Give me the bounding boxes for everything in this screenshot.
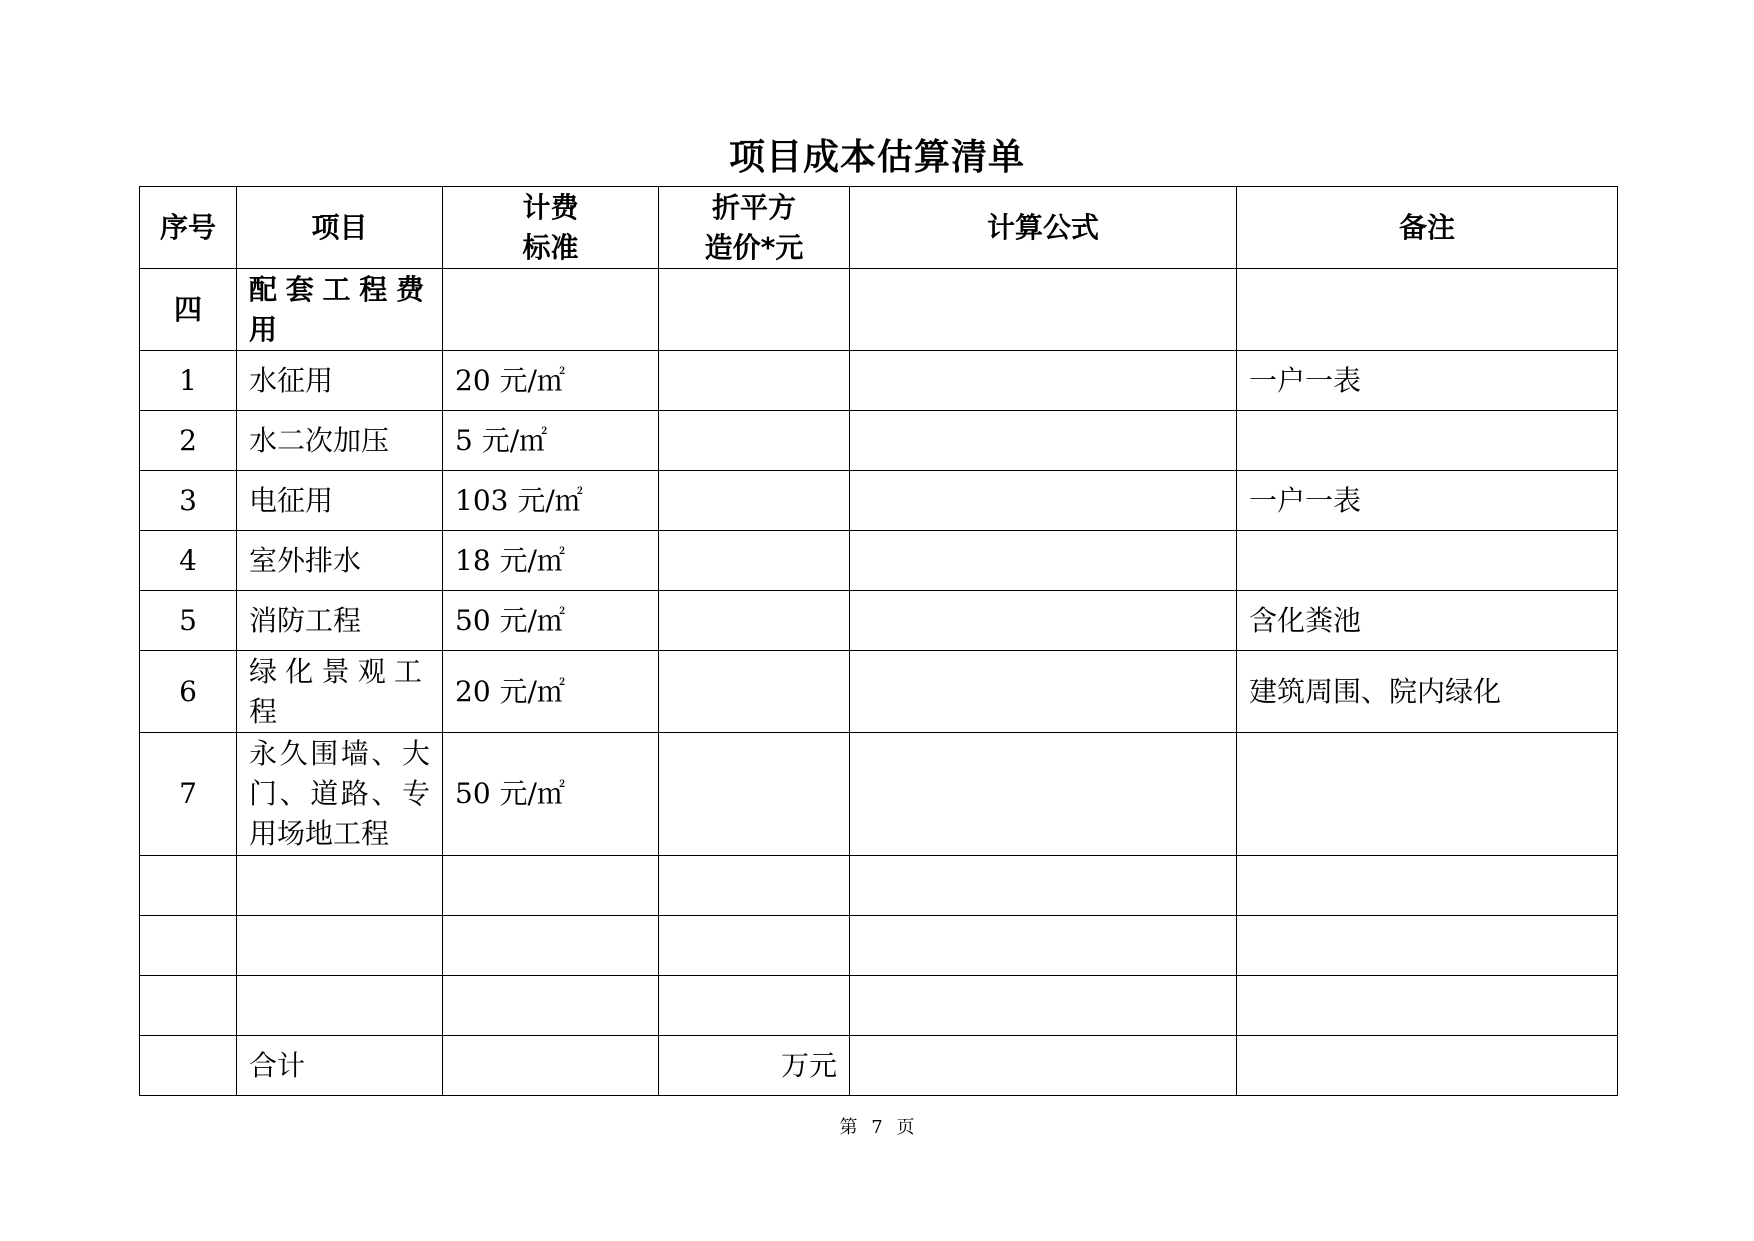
empty-cell	[140, 916, 237, 976]
table-row	[140, 651, 1618, 733]
empty-cell	[140, 976, 237, 1036]
row-standard: 18 元/㎡	[443, 531, 659, 591]
row-remark: 一户一表	[1237, 351, 1618, 411]
empty-row	[140, 856, 1618, 916]
row-standard: 103 元/㎡	[443, 471, 659, 531]
empty-cell	[237, 976, 443, 1036]
page-footer	[0, 1116, 1754, 1140]
table-row	[140, 411, 1618, 471]
table-header-row	[140, 187, 1618, 269]
total-remark-cell	[1237, 1036, 1618, 1096]
row-item: 室外排水	[237, 531, 443, 591]
row-no: 5	[140, 591, 237, 651]
total-standard-cell	[443, 1036, 659, 1096]
total-label: 合计	[237, 1036, 443, 1096]
row-formula	[850, 733, 1237, 856]
row-no: 6	[140, 651, 237, 733]
empty-cell	[237, 916, 443, 976]
row-no: 4	[140, 531, 237, 591]
row-remark	[1237, 733, 1618, 856]
row-remark: 一户一表	[1237, 471, 1618, 531]
empty-cell	[140, 856, 237, 916]
empty-cell	[237, 856, 443, 916]
header-standard-line2: 标准	[522, 230, 579, 264]
header-no: 序号	[140, 187, 237, 269]
row-item: 消防工程	[237, 591, 443, 651]
row-standard: 50 元/㎡	[443, 591, 659, 651]
header-standard	[443, 187, 659, 269]
row-no: 2	[140, 411, 237, 471]
total-row	[140, 1036, 1618, 1096]
row-item: 绿化景观工程	[237, 651, 443, 733]
header-item: 项目	[237, 187, 443, 269]
row-item: 水二次加压	[237, 411, 443, 471]
table-row	[140, 471, 1618, 531]
section-row	[140, 269, 1618, 351]
document-title: 项目成本估算清单	[728, 137, 1025, 178]
empty-row	[140, 916, 1618, 976]
empty-row	[140, 976, 1618, 1036]
empty-cell	[850, 916, 1237, 976]
row-formula	[850, 591, 1237, 651]
empty-cell	[443, 856, 659, 916]
row-no: 7	[140, 733, 237, 856]
empty-cell	[659, 976, 850, 1036]
section-name: 配套工程费用	[237, 269, 443, 351]
row-standard: 5 元/㎡	[443, 411, 659, 471]
total-unit-price: 万元	[659, 1036, 850, 1096]
row-item: 水征用	[237, 351, 443, 411]
row-formula	[850, 651, 1237, 733]
row-remark: 含化粪池	[1237, 591, 1618, 651]
row-standard: 50 元/㎡	[443, 733, 659, 856]
footer-prefix: 第	[839, 1117, 858, 1138]
row-formula	[850, 351, 1237, 411]
empty-cell	[659, 856, 850, 916]
header-standard-line1: 计费	[522, 190, 579, 224]
table-row	[140, 591, 1618, 651]
section-formula-cell	[850, 269, 1237, 351]
empty-cell	[1237, 916, 1618, 976]
header-formula: 计算公式	[850, 187, 1237, 269]
empty-cell	[443, 976, 659, 1036]
section-remark-cell	[1237, 269, 1618, 351]
cost-estimate-table	[139, 186, 1618, 1096]
row-unit-price	[659, 591, 850, 651]
row-unit-price	[659, 651, 850, 733]
empty-cell	[850, 856, 1237, 916]
empty-cell	[659, 916, 850, 976]
row-formula	[850, 471, 1237, 531]
page-number: 7	[871, 1117, 883, 1138]
row-item: 电征用	[237, 471, 443, 531]
header-unit-price	[659, 187, 850, 269]
row-unit-price	[659, 733, 850, 856]
total-formula-cell	[850, 1036, 1237, 1096]
empty-cell	[850, 976, 1237, 1036]
footer-suffix: 页	[896, 1117, 915, 1138]
row-formula	[850, 411, 1237, 471]
section-no: 四	[140, 269, 237, 351]
row-standard: 20 元/㎡	[443, 651, 659, 733]
total-no-cell	[140, 1036, 237, 1096]
header-unit-price-line2: 造价*元	[704, 230, 804, 264]
table-row	[140, 531, 1618, 591]
empty-cell	[443, 916, 659, 976]
row-item: 永久围墙、大门、道路、专用场地工程	[237, 733, 443, 856]
table-row	[140, 351, 1618, 411]
row-remark	[1237, 411, 1618, 471]
row-no: 1	[140, 351, 237, 411]
section-unit-price-cell	[659, 269, 850, 351]
row-remark	[1237, 531, 1618, 591]
row-standard: 20 元/㎡	[443, 351, 659, 411]
empty-cell	[1237, 856, 1618, 916]
empty-cell	[1237, 976, 1618, 1036]
row-remark: 建筑周围、院内绿化	[1237, 651, 1618, 733]
header-unit-price-line1: 折平方	[711, 190, 796, 224]
row-unit-price	[659, 531, 850, 591]
section-standard-cell	[443, 269, 659, 351]
header-remark: 备注	[1237, 187, 1618, 269]
row-unit-price	[659, 411, 850, 471]
table-row	[140, 733, 1618, 856]
row-formula	[850, 531, 1237, 591]
row-unit-price	[659, 471, 850, 531]
row-no: 3	[140, 471, 237, 531]
row-unit-price	[659, 351, 850, 411]
